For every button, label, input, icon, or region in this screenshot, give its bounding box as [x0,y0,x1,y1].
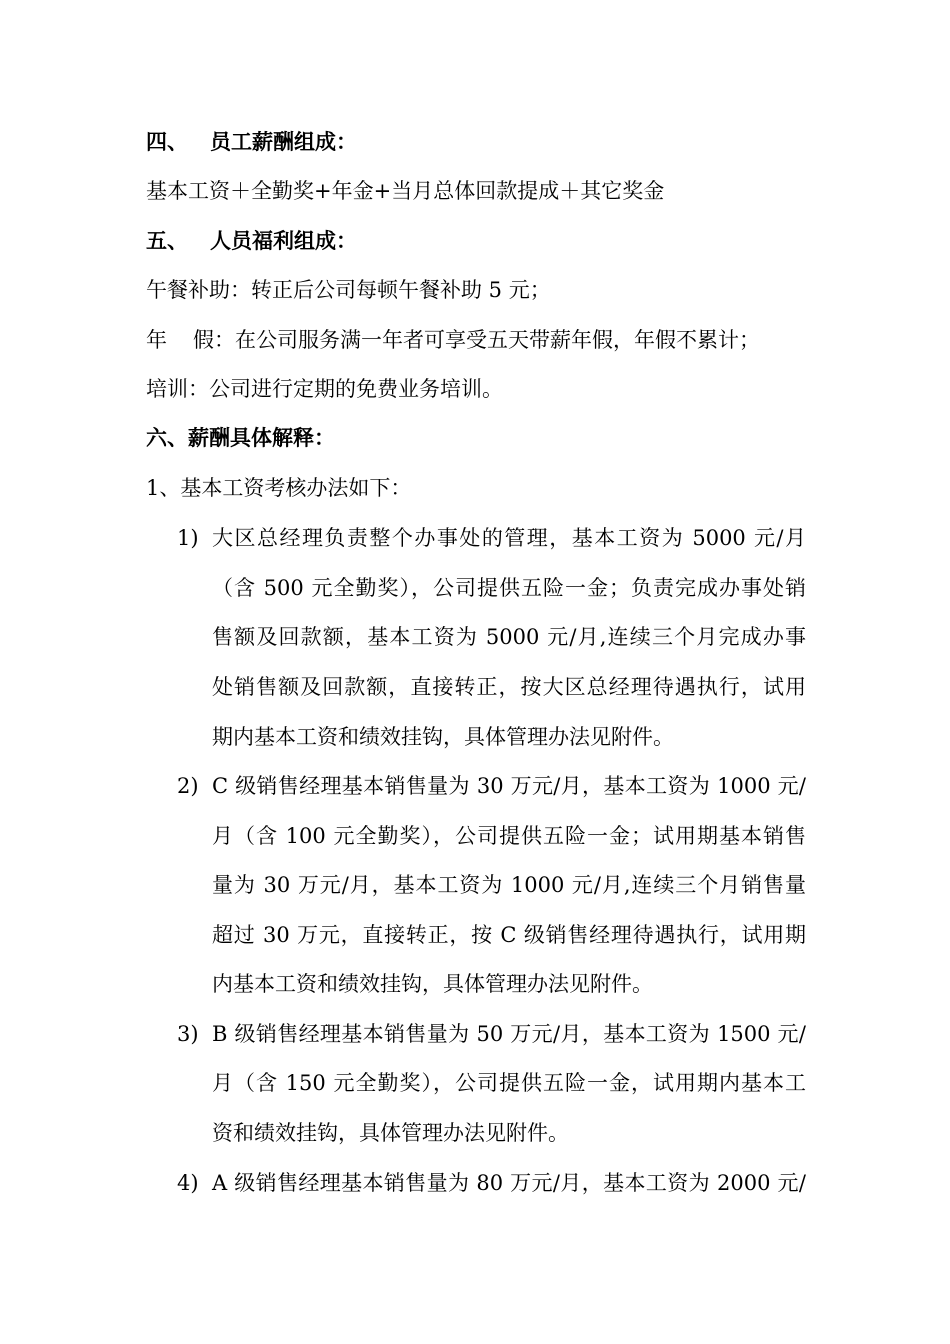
item-2-line-1: C 级销售经理基本销售量为 30 万元/月，基本工资为 1000 元/ [212,774,806,798]
item-2-number: 2) [177,774,199,798]
section4-number: 四、 [146,129,188,154]
item-1-line-3: 售额及回款额，基本工资为 5000 元/月,连续三个月完成办事 [212,625,806,649]
training: 培训：公司进行定期的免费业务培训。 [146,377,503,401]
item-4-line-1: A 级销售经理基本销售量为 80 万元/月，基本工资为 2000 元/ [212,1171,806,1195]
section4-formula: 基本工资＋全勤奖+年金+当月总体回款提成＋其它奖金 [146,179,665,203]
section5-heading [146,227,357,255]
item-2-line-5: 内基本工资和绩效挂钩，具体管理办法见附件。 [212,972,653,996]
item-3-line-1: B 级销售经理基本销售量为 50 万元/月，基本工资为 1500 元/ [212,1022,806,1046]
item-3-line-3: 资和绩效挂钩，具体管理办法见附件。 [212,1121,569,1145]
item-1-number: 1) [177,526,199,550]
lunch-subsidy: 午餐补助：转正后公司每顿午餐补助 5 元； [146,278,551,302]
item-2-line-2: 月（含 100 元全勤奖），公司提供五险一金；试用期基本销售 [212,824,806,848]
item-3-number: 3) [177,1022,199,1046]
item-2-line-4: 超过 30 万元，直接转正，按 C 级销售经理待遇执行，试用期 [212,923,806,947]
section5-title: 人员福利组成： [210,228,357,253]
item-3-line-2: 月（含 150 元全勤奖），公司提供五险一金，试用期内基本工 [212,1071,806,1095]
section6-heading: 六、薪酬具体解释： [146,425,335,450]
base-salary-intro: 1、基本工资考核办法如下： [146,476,412,500]
item-1-line-5: 期内基本工资和绩效挂钩，具体管理办法见附件。 [212,725,674,749]
item-1-line-4: 处销售额及回款额，直接转正，按大区总经理待遇执行，试用 [212,675,806,699]
annual-leave-label: 年 假： [146,328,235,352]
annual-leave-text: 在公司服务满一年者可享受五天带薪年假，年假不累计； [235,328,760,352]
item-1-line-2: （含 500 元全勤奖），公司提供五险一金；负责完成办事处销 [212,576,806,600]
section4-title: 员工薪酬组成： [210,129,357,154]
section4-heading [146,128,357,156]
annual-leave [146,326,760,354]
item-1-line-1: 大区总经理负责整个办事处的管理，基本工资为 5000 元/月 [212,526,806,550]
item-4-number: 4) [177,1171,199,1195]
item-2-line-3: 量为 30 万元/月，基本工资为 1000 元/月,连续三个月销售量 [212,873,806,897]
section5-number: 五、 [146,228,188,253]
